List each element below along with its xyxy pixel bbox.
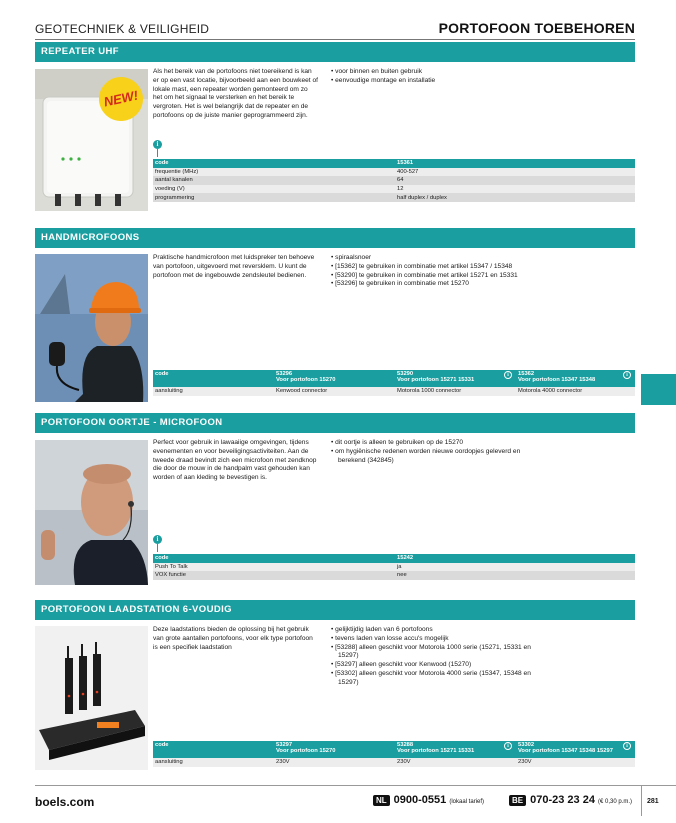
table-cell bbox=[274, 741, 395, 758]
country-badge-nl: NL bbox=[373, 795, 390, 806]
phone-note-nl: (lokaal tarief) bbox=[449, 799, 485, 805]
section-handmic bbox=[35, 228, 635, 395]
code-label: 15362 bbox=[518, 371, 535, 377]
page-header bbox=[35, 20, 635, 40]
oortje-image bbox=[35, 440, 148, 585]
table-cell: 230V bbox=[395, 758, 516, 767]
code-label: 53297 bbox=[276, 742, 293, 748]
table-cell bbox=[516, 741, 635, 758]
table-row bbox=[153, 387, 635, 396]
list-item: • om hygiënische redenen worden nieuwe oordopjes geleverd en berekend (342845) bbox=[331, 448, 541, 466]
table-cell: 64 bbox=[395, 176, 635, 185]
section-title: PORTOFOON OORTJE - MICROFOON bbox=[35, 413, 635, 433]
handmic-spec-table bbox=[153, 370, 635, 396]
info-icon: i bbox=[623, 742, 631, 750]
table-cell bbox=[274, 370, 395, 387]
table-cell: 230V bbox=[274, 758, 395, 767]
table-header-row bbox=[153, 159, 635, 168]
table-cell: 15242 bbox=[395, 554, 635, 563]
table-cell: VOX functie bbox=[153, 571, 395, 580]
list-item: • tevens laden van losse accu's mogelijk bbox=[331, 635, 541, 644]
table-cell bbox=[395, 370, 516, 387]
table-cell: aansluiting bbox=[153, 758, 274, 767]
table-cell: 230V bbox=[516, 758, 635, 767]
website-link[interactable]: boels.com bbox=[35, 795, 95, 809]
section-title: REPEATER UHF bbox=[35, 42, 635, 62]
table-cell: Motorola 1000 connector bbox=[395, 387, 516, 396]
list-item: • spiraalsnoer bbox=[331, 254, 541, 263]
code-sublabel: Voor portofoon 15271 15331 bbox=[397, 748, 475, 754]
phone-number-nl: 0900-0551 bbox=[393, 794, 447, 806]
table-cell: nee bbox=[395, 571, 635, 580]
laadstation-features bbox=[331, 626, 541, 688]
chapter-side-tab bbox=[641, 374, 676, 405]
code-sublabel: Voor portofoon 15270 bbox=[276, 377, 336, 383]
phone-nl bbox=[373, 794, 484, 806]
handmic-image bbox=[35, 254, 148, 402]
oortje-features bbox=[331, 439, 541, 465]
code-sublabel: Voor portofoon 15270 bbox=[276, 748, 336, 754]
table-cell: 12 bbox=[395, 185, 635, 194]
oortje-spec-table bbox=[153, 554, 635, 580]
table-cell: code bbox=[153, 159, 395, 168]
table-header-row bbox=[153, 554, 635, 563]
list-item: • [53302] alleen geschikt voor Motorola 4000 serie (15347, 15348 en 15297) bbox=[331, 670, 541, 688]
new-badge: NEW! bbox=[95, 73, 147, 125]
info-icon: i bbox=[153, 535, 162, 544]
section-laadstation bbox=[35, 600, 635, 766]
info-icon: i bbox=[623, 371, 631, 379]
table-row bbox=[153, 193, 635, 202]
table-row bbox=[153, 176, 635, 185]
repeater-features bbox=[331, 68, 541, 86]
table-cell bbox=[516, 370, 635, 387]
info-connector bbox=[157, 544, 158, 552]
phone-number-be: 070-23 23 24 bbox=[530, 794, 595, 806]
laadstation-image bbox=[35, 626, 148, 770]
repeater-description: Als het bereik van de portofoons niet toereikend is kan er op een vast locatie, bijvoorbeeld aan een bouwkeet of lokale mast, een repeater worden gemonteerd om zo het om het signaal te versterken en het bereik te vergroten. Het is wel belangrijk dat de repeater en de portofoons op de juiste manier geprogrammeerd zijn. bbox=[153, 68, 318, 119]
table-cell: Kenwood connector bbox=[274, 387, 395, 396]
table-cell: ja bbox=[395, 563, 635, 572]
code-label: 53290 bbox=[397, 371, 414, 377]
table-header-row bbox=[153, 370, 635, 387]
list-item: • [53297] alleen geschikt voor Kenwood (15270) bbox=[331, 661, 541, 670]
list-item: • [15362] te gebruiken in combinatie met artikel 15347 / 15348 bbox=[331, 263, 541, 272]
table-cell: Motorola 4000 connector bbox=[516, 387, 635, 396]
table-cell: Push To Talk bbox=[153, 563, 395, 572]
code-sublabel: Voor portofoon 15347 15348 bbox=[518, 377, 596, 383]
handmic-description: Praktische handmicrofoon met luidspreker ten behoeve van portofoon, uitgevoerd met reversklem. U kunt de portofoon met de ingebouwde zendsleutel bedienen. bbox=[153, 254, 315, 279]
category-title: GEOTECHNIEK & VEILIGHEID bbox=[35, 22, 210, 36]
code-label: 53288 bbox=[397, 742, 414, 748]
table-row bbox=[153, 571, 635, 580]
table-cell bbox=[395, 741, 516, 758]
section-repeater bbox=[35, 42, 635, 201]
handmic-photo bbox=[35, 254, 148, 402]
table-row bbox=[153, 758, 635, 767]
laadstation-description: Deze laadstations bieden de oplossing bij het gebruik van grote aantallen portofoons, voor elk type portofoon is een specifiek laadstation bbox=[153, 626, 313, 651]
section-oortje bbox=[35, 413, 635, 579]
table-cell: code bbox=[153, 370, 274, 387]
table-cell: 400-527 bbox=[395, 168, 635, 177]
oortje-photo bbox=[35, 440, 148, 585]
table-cell: half duplex / duplex bbox=[395, 193, 635, 202]
list-item: • [53288] alleen geschikt voor Motorola 1000 serie (15271, 15331 en 15297) bbox=[331, 644, 541, 662]
list-item: • dit oortje is alleen te gebruiken op de 15270 bbox=[331, 439, 541, 448]
list-item: • eenvoudige montage en installatie bbox=[331, 77, 541, 86]
handmic-features bbox=[331, 254, 541, 289]
list-item: • [53296] te gebruiken in combinatie met 15270 bbox=[331, 280, 541, 289]
table-cell: aantal kanalen bbox=[153, 176, 395, 185]
info-icon: i bbox=[504, 371, 512, 379]
table-cell: frequentie (MHz) bbox=[153, 168, 395, 177]
page-title: PORTOFOON TOEBEHOREN bbox=[438, 20, 635, 36]
list-item: • gelijktijdig laden van 6 portofoons bbox=[331, 626, 541, 635]
page-number: 281 bbox=[647, 798, 659, 805]
list-item: • [53290] te gebruiken in combinatie met artikel 15271 en 15331 bbox=[331, 272, 541, 281]
table-row bbox=[153, 185, 635, 194]
table-row bbox=[153, 563, 635, 572]
code-sublabel: Voor portofoon 15271 15331 bbox=[397, 377, 475, 383]
table-cell: aansluiting bbox=[153, 387, 274, 396]
table-cell: voeding (V) bbox=[153, 185, 395, 194]
table-row bbox=[153, 168, 635, 177]
table-header-row bbox=[153, 741, 635, 758]
code-label: 53296 bbox=[276, 371, 293, 377]
oortje-description: Perfect voor gebruik in lawaaiige omgevingen, tijdens evenementen en voor beveiligingsactiviteiten. Aan de tweede draad bevindt zich een microfoon met zendknop die door de mouw in de handpalm vast gehouden kan worden of aan kleding te bevestigen is. bbox=[153, 439, 317, 482]
laadstation-photo bbox=[35, 626, 148, 770]
info-connector bbox=[157, 149, 158, 157]
repeater-spec-table bbox=[153, 159, 635, 202]
code-sublabel: Voor portofoon 15347 15348 15297 bbox=[518, 748, 613, 754]
country-badge-be: BE bbox=[509, 795, 526, 806]
laadstation-spec-table bbox=[153, 741, 635, 767]
table-cell: 15361 bbox=[395, 159, 635, 168]
table-cell: code bbox=[153, 741, 274, 758]
code-label: 53302 bbox=[518, 742, 535, 748]
info-icon: i bbox=[153, 140, 162, 149]
info-icon: i bbox=[504, 742, 512, 750]
footer-divider bbox=[641, 786, 642, 816]
phone-note-be: (€ 0,30 p.m.) bbox=[598, 799, 633, 805]
section-title: HANDMICROFOONS bbox=[35, 228, 635, 248]
section-title: PORTOFOON LAADSTATION 6-VOUDIG bbox=[35, 600, 635, 620]
phone-be bbox=[509, 794, 632, 806]
repeater-photo bbox=[35, 69, 148, 211]
table-cell: programmering bbox=[153, 193, 395, 202]
list-item: • voor binnen en buiten gebruik bbox=[331, 68, 541, 77]
page-footer bbox=[35, 785, 676, 815]
table-cell: code bbox=[153, 554, 395, 563]
